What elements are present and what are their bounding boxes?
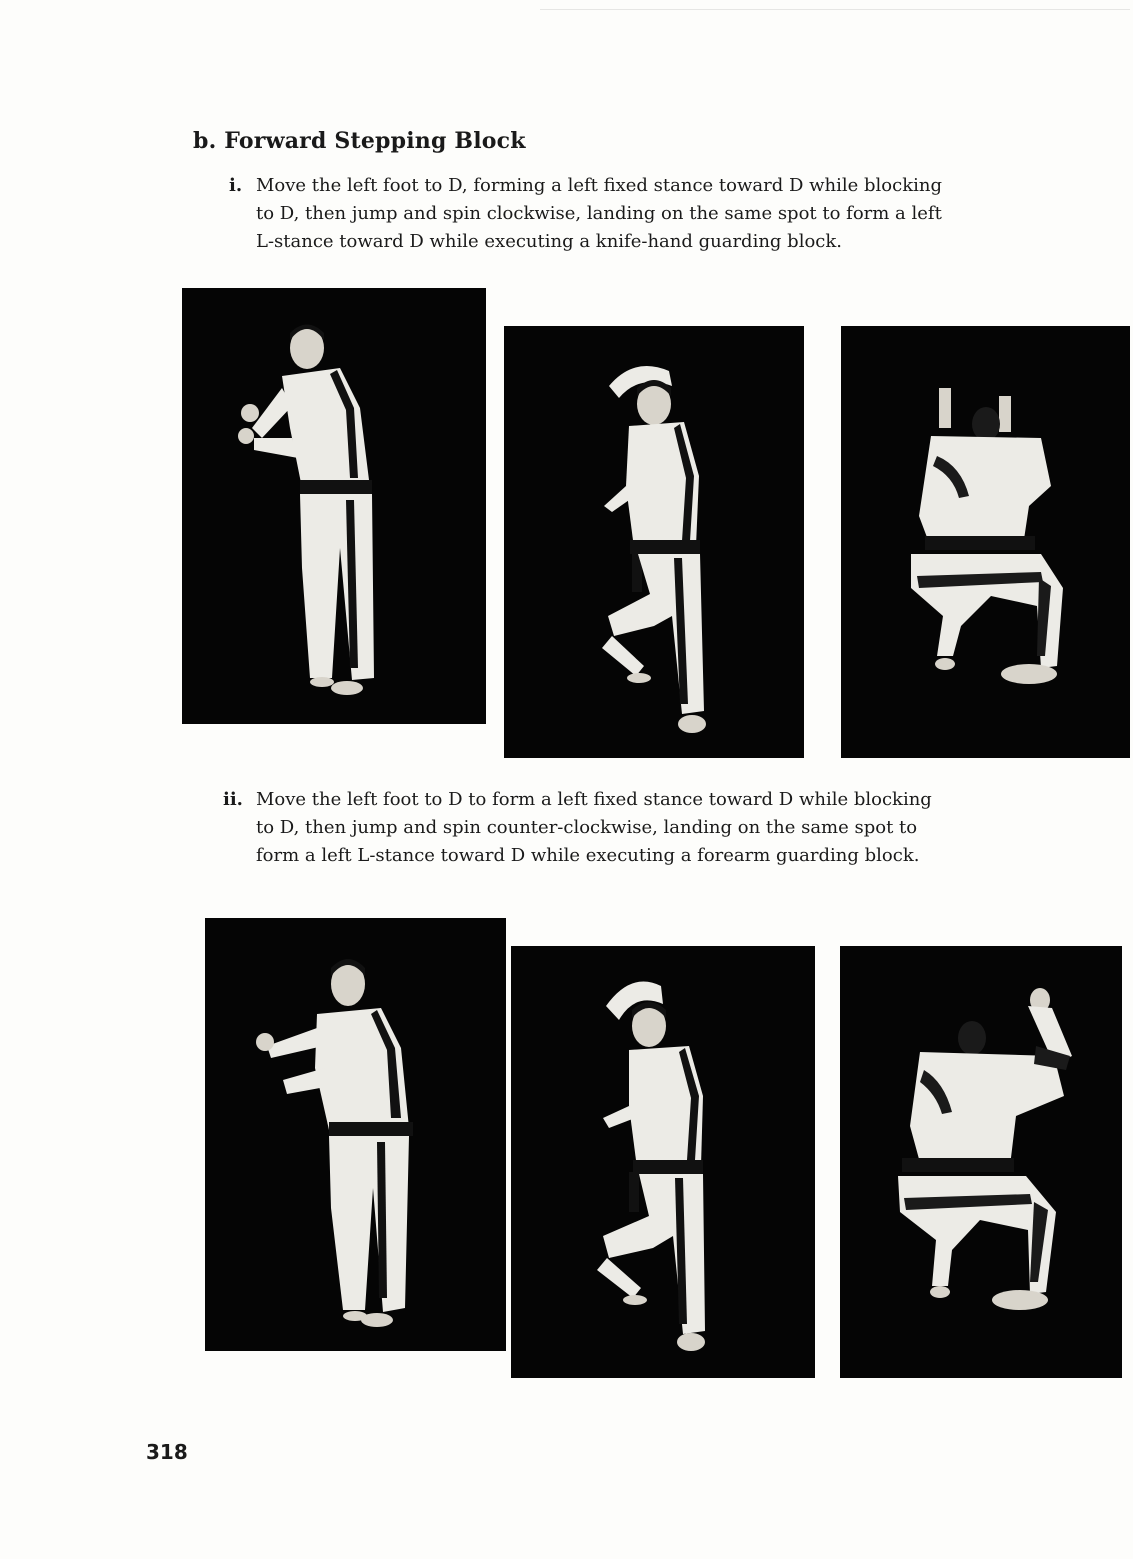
photo-step2-fixed-stance <box>205 918 506 1351</box>
photo-step2-l-stance <box>840 946 1122 1378</box>
page-number: 318 <box>146 1440 188 1464</box>
step-text: Move the left foot to D, forming a left fixed stance toward D while blocking to D, then jump and spin clockwise, landing on the same spot to form a left L-stance toward D while executing a knife-hand guarding block. <box>256 175 942 252</box>
jump-spin-photo-icon <box>504 326 804 758</box>
section-heading: b. Forward Stepping Block <box>193 128 526 154</box>
photo-step2-jump-spin <box>511 946 815 1378</box>
step-number: i. <box>229 175 243 196</box>
fixed-stance-photo-icon <box>205 918 506 1351</box>
photo-step1-fixed-stance <box>182 288 486 724</box>
l-stance-back-photo-icon <box>841 326 1130 758</box>
step-1 <box>229 172 954 256</box>
photo-step1-jump-spin <box>504 326 804 758</box>
scan-edge-line <box>540 9 1130 10</box>
fixed-stance-photo-icon <box>182 288 486 724</box>
step-number: ii. <box>223 789 243 810</box>
photo-step1-l-stance <box>841 326 1130 758</box>
step-2 <box>223 786 954 870</box>
step-text: Move the left foot to D to form a left fixed stance toward D while blocking to D, then jump and spin counter-clockwise, landing on the same spot to form a left L-stance toward D while executing a forearm guarding block. <box>256 789 932 866</box>
jump-spin-photo-icon <box>511 946 815 1378</box>
l-stance-back-photo-icon <box>840 946 1122 1378</box>
